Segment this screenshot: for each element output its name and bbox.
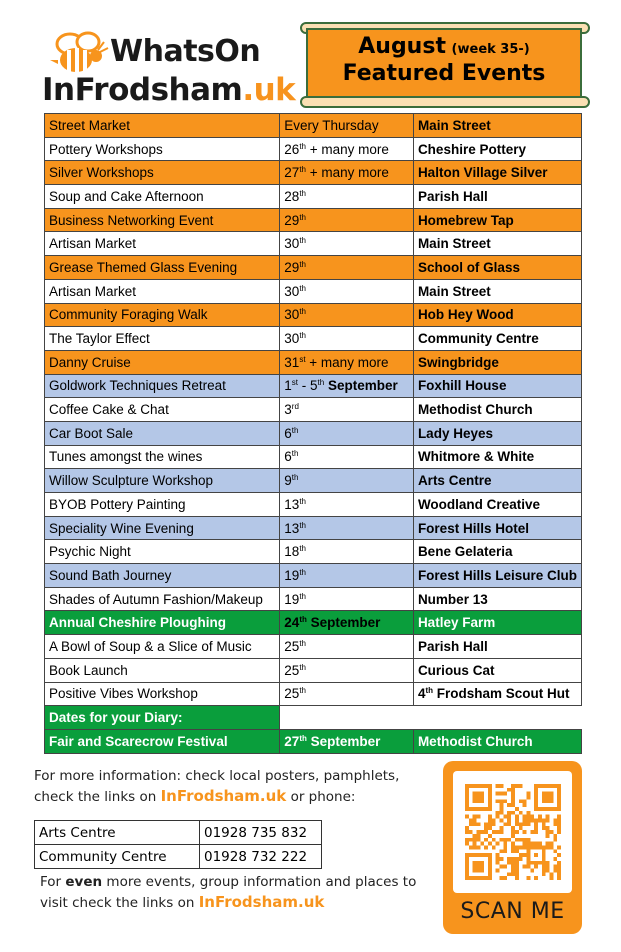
event-venue-name: Swingbridge: [417, 354, 499, 370]
event-venue-name: Woodland Creative: [417, 496, 540, 512]
event-date: [280, 398, 414, 422]
diary-heading: Dates for your Diary:: [45, 706, 280, 730]
event-date-month: September: [324, 378, 398, 394]
event-row: [45, 611, 582, 635]
event-row: [45, 516, 582, 540]
contact-row: [35, 845, 322, 869]
event-date-suffix: th: [299, 544, 306, 554]
event-date: [280, 421, 414, 445]
more-line2-text: visit check the links on: [40, 895, 199, 911]
site-link-2[interactable]: InFrodsham.uk: [198, 893, 325, 911]
banner-scroll-bottom: [300, 96, 590, 108]
event-date-day: 18: [284, 544, 300, 560]
event-name: Sound Bath Journey: [45, 564, 280, 588]
more-line2: [40, 892, 440, 913]
event-venue-name: Curious Cat: [417, 662, 495, 678]
event-date: [280, 137, 414, 161]
event-venue: [413, 114, 581, 138]
diary-date-suffix: th: [299, 733, 307, 743]
event-name: Danny Cruise: [45, 350, 280, 374]
event-date: [280, 208, 414, 232]
event-venue: [413, 327, 581, 351]
event-name: Grease Themed Glass Evening: [45, 256, 280, 280]
event-date: [280, 445, 414, 469]
banner-week: (week 35-): [451, 42, 530, 57]
info-line2-pre: check the links on: [34, 789, 161, 805]
event-venue-name: Hob Hey Wood: [417, 307, 514, 323]
more-bold: even: [65, 874, 103, 890]
event-date: [280, 635, 414, 659]
event-date-suffix: st: [291, 378, 299, 388]
site-link[interactable]: InFrodsham.uk: [160, 787, 287, 805]
info-line2-post: or phone:: [286, 789, 356, 805]
event-name: Annual Cheshire Ploughing: [45, 611, 280, 635]
info-text: [34, 766, 434, 807]
event-row: [45, 350, 582, 374]
event-venue: [413, 185, 581, 209]
event-date-day: 19: [284, 591, 300, 607]
event-venue: [413, 611, 581, 635]
event-date-rest: + many more: [305, 141, 389, 157]
event-date-day: Every Thursday: [284, 117, 379, 133]
event-row: [45, 185, 582, 209]
contact-name: Arts Centre: [35, 821, 200, 845]
event-date-day: 25: [284, 638, 300, 654]
contacts-table: [34, 820, 322, 869]
event-row: [45, 232, 582, 256]
event-row: [45, 137, 582, 161]
event-date-day: 6: [284, 425, 292, 441]
event-date-rest: September: [306, 615, 381, 631]
event-row: [45, 327, 582, 351]
event-row: [45, 493, 582, 517]
event-venue-name: Bene Gelateria: [417, 544, 513, 560]
diary-heading-row: [45, 706, 582, 730]
event-date-suffix: th: [299, 638, 306, 648]
contact-phone[interactable]: 01928 732 222: [200, 845, 322, 869]
event-venue: [413, 256, 581, 280]
event-name: Book Launch: [45, 658, 280, 682]
event-venue: [413, 445, 581, 469]
event-row: [45, 564, 582, 588]
event-date-rest: - 5: [298, 378, 318, 394]
event-venue-number: 4: [417, 686, 426, 702]
more-post: more events, group information and places to: [102, 874, 417, 890]
event-date-day: 27: [284, 165, 300, 181]
event-name: Business Networking Event: [45, 208, 280, 232]
event-date: [280, 564, 414, 588]
event-date: [280, 114, 414, 138]
event-date: [280, 232, 414, 256]
event-date-day: 26: [284, 141, 300, 157]
event-date-suffix: th: [299, 283, 306, 293]
event-venue-name: Number 13: [417, 591, 488, 607]
event-venue: [413, 658, 581, 682]
event-name: Coffee Cake & Chat: [45, 398, 280, 422]
diary-event-date: [280, 729, 414, 753]
event-name: Artisan Market: [45, 279, 280, 303]
banner-text: [306, 34, 582, 86]
event-venue: [413, 279, 581, 303]
event-venue: [413, 232, 581, 256]
event-venue-name: Arts Centre: [417, 473, 492, 489]
event-name: Speciality Wine Evening: [45, 516, 280, 540]
event-row: [45, 114, 582, 138]
event-date: [280, 682, 414, 706]
event-date-day: 25: [284, 686, 300, 702]
event-date-day: 19: [284, 567, 300, 583]
contact-phone[interactable]: 01928 735 832: [200, 821, 322, 845]
event-date-day: 31: [284, 354, 300, 370]
event-date-suffix: th: [299, 307, 306, 317]
event-date-suffix: th: [299, 188, 306, 198]
event-date-suffix: th: [291, 449, 299, 459]
event-date-suffix: th: [299, 591, 306, 601]
event-venue: [413, 635, 581, 659]
diary-event-venue: Methodist Church: [413, 729, 581, 753]
diary-date-day: 27: [284, 733, 300, 749]
event-date: [280, 587, 414, 611]
event-date-rest: + many more: [305, 354, 389, 370]
event-date: [280, 350, 414, 374]
event-name: Shades of Autumn Fashion/Makeup: [45, 587, 280, 611]
event-venue: [413, 374, 581, 398]
event-date-day: 30: [284, 283, 300, 299]
site-logo: [40, 28, 300, 108]
event-row: [45, 469, 582, 493]
contact-row: [35, 821, 322, 845]
event-row: [45, 540, 582, 564]
diary-empty-cell: [280, 706, 582, 730]
event-date: [280, 279, 414, 303]
event-venue-name: Forest Hills Hotel: [417, 520, 529, 536]
event-row: [45, 658, 582, 682]
event-date: [280, 185, 414, 209]
logo-tld-text: .uk: [242, 72, 296, 108]
event-venue-name: Hatley Farm: [417, 615, 496, 631]
event-venue: [413, 350, 581, 374]
event-venue-name: Main Street: [417, 117, 491, 133]
event-venue: [413, 208, 581, 232]
event-date-day: 9: [284, 473, 292, 489]
event-row: [45, 635, 582, 659]
event-date-suffix: th: [299, 615, 307, 625]
diary-event-name: Fair and Scarecrow Festival: [45, 729, 280, 753]
event-venue-name: School of Glass: [417, 259, 520, 275]
event-name: Artisan Market: [45, 232, 280, 256]
banner-title: Featured Events: [342, 61, 546, 86]
event-name: Silver Workshops: [45, 161, 280, 185]
logo-title-line1: WhatsOn: [110, 34, 261, 69]
event-date-day: 13: [284, 496, 300, 512]
event-name: Goldwork Techniques Retreat: [45, 374, 280, 398]
event-venue-suffix: th: [425, 686, 434, 696]
event-name: The Taylor Effect: [45, 327, 280, 351]
event-date-suffix: th: [299, 141, 306, 151]
event-venue: [413, 303, 581, 327]
event-date-suffix: th: [291, 473, 299, 483]
event-venue-name: Parish Hall: [417, 188, 488, 204]
event-name: Pottery Workshops: [45, 137, 280, 161]
event-venue-name: Main Street: [417, 236, 491, 252]
event-date: [280, 327, 414, 351]
event-venue: [413, 587, 581, 611]
qr-card[interactable]: [443, 761, 582, 934]
event-row: [45, 374, 582, 398]
event-row: [45, 398, 582, 422]
event-date-suffix: th: [291, 425, 299, 435]
event-row: [45, 682, 582, 706]
event-row: [45, 303, 582, 327]
event-venue: [413, 682, 581, 706]
event-name: BYOB Pottery Painting: [45, 493, 280, 517]
qr-frame: [453, 771, 572, 893]
event-date-suffix: th: [299, 331, 306, 341]
event-venue-name: Parish Hall: [417, 638, 488, 654]
event-venue: [413, 137, 581, 161]
event-venue-name: Lady Heyes: [417, 425, 493, 441]
event-date-suffix: th: [299, 686, 306, 696]
event-date: [280, 256, 414, 280]
event-date: [280, 469, 414, 493]
diary-event-row: [45, 729, 582, 753]
event-venue-name: Methodist Church: [417, 402, 533, 418]
event-name: A Bowl of Soup & a Slice of Music: [45, 635, 280, 659]
event-date-day: 30: [284, 307, 300, 323]
event-row: [45, 208, 582, 232]
event-row: [45, 161, 582, 185]
event-venue-name: Whitmore & White: [417, 449, 535, 465]
event-venue-name: Foxhill House: [417, 378, 507, 394]
event-date-suffix: th: [299, 662, 306, 672]
event-venue: [413, 540, 581, 564]
event-date-day: 30: [284, 331, 300, 347]
event-venue: [413, 469, 581, 493]
event-venue: [413, 421, 581, 445]
event-name: Positive Vibes Workshop: [45, 682, 280, 706]
event-date-suffix: st: [299, 354, 306, 364]
event-venue: [413, 516, 581, 540]
event-venue: [413, 398, 581, 422]
event-venue-name: Halton Village Silver: [417, 165, 548, 181]
logo-main-text: InFrodsham: [42, 72, 243, 108]
event-name: Community Foraging Walk: [45, 303, 280, 327]
event-date: [280, 374, 414, 398]
contact-name: Community Centre: [35, 845, 200, 869]
event-venue-name: Main Street: [417, 283, 491, 299]
event-venue-name: Cheshire Pottery: [417, 141, 526, 157]
events-table-body: [45, 114, 582, 754]
event-date-suffix: th: [299, 165, 306, 175]
event-date-day: 28: [284, 188, 300, 204]
event-date: [280, 303, 414, 327]
event-venue-name: Frodsham Scout Hut: [433, 686, 570, 702]
bee-icon: [40, 30, 110, 76]
event-venue-name: Community Centre: [417, 331, 539, 347]
event-date-suffix: th: [299, 496, 306, 506]
event-date-day: 30: [284, 236, 300, 252]
event-date-day: 24: [284, 615, 300, 631]
event-date-suffix: th: [299, 259, 306, 269]
event-date-day: 25: [284, 662, 300, 678]
event-date-suffix-2: th: [317, 378, 325, 388]
event-row: [45, 445, 582, 469]
event-name: Psychic Night: [45, 540, 280, 564]
logo-title-line2: [42, 72, 295, 108]
event-name: Street Market: [45, 114, 280, 138]
event-date-day: 29: [284, 259, 300, 275]
event-date-suffix: rd: [291, 402, 299, 412]
event-row: [45, 421, 582, 445]
event-venue-name: Forest Hills Leisure Club: [417, 567, 577, 583]
event-date: [280, 658, 414, 682]
event-date: [280, 540, 414, 564]
diary-date-month: September: [306, 733, 381, 749]
event-date-suffix: th: [299, 520, 306, 530]
event-name: Willow Sculpture Workshop: [45, 469, 280, 493]
event-date-day: 29: [284, 212, 300, 228]
event-date: [280, 516, 414, 540]
info-line2: [34, 786, 434, 807]
event-date-suffix: th: [299, 236, 306, 246]
event-date-day: 13: [284, 520, 300, 536]
event-date: [280, 493, 414, 517]
event-row: [45, 256, 582, 280]
more-events-text: [40, 872, 440, 913]
more-pre: For: [40, 874, 66, 890]
events-table: [44, 113, 582, 754]
event-name: Soup and Cake Afternoon: [45, 185, 280, 209]
event-date-day: 3: [284, 402, 292, 418]
event-date-rest: + many more: [305, 165, 389, 181]
banner-month: August: [358, 34, 446, 59]
event-date: [280, 611, 414, 635]
event-venue-name: Homebrew Tap: [417, 212, 514, 228]
info-line1: For more information: check local posters, pamphlets,: [34, 768, 400, 784]
more-line1: [40, 872, 440, 892]
event-row: [45, 587, 582, 611]
event-date-suffix: th: [299, 567, 306, 577]
qr-code-icon[interactable]: [465, 784, 561, 880]
event-venue: [413, 564, 581, 588]
event-date: [280, 161, 414, 185]
event-venue: [413, 493, 581, 517]
event-name: Tunes amongst the wines: [45, 445, 280, 469]
event-venue: [413, 161, 581, 185]
event-row: [45, 279, 582, 303]
event-date-suffix: th: [299, 212, 306, 222]
event-date-day: 1: [284, 378, 292, 394]
event-name: Car Boot Sale: [45, 421, 280, 445]
qr-label: SCAN ME: [460, 899, 565, 924]
event-date-day: 6: [284, 449, 292, 465]
